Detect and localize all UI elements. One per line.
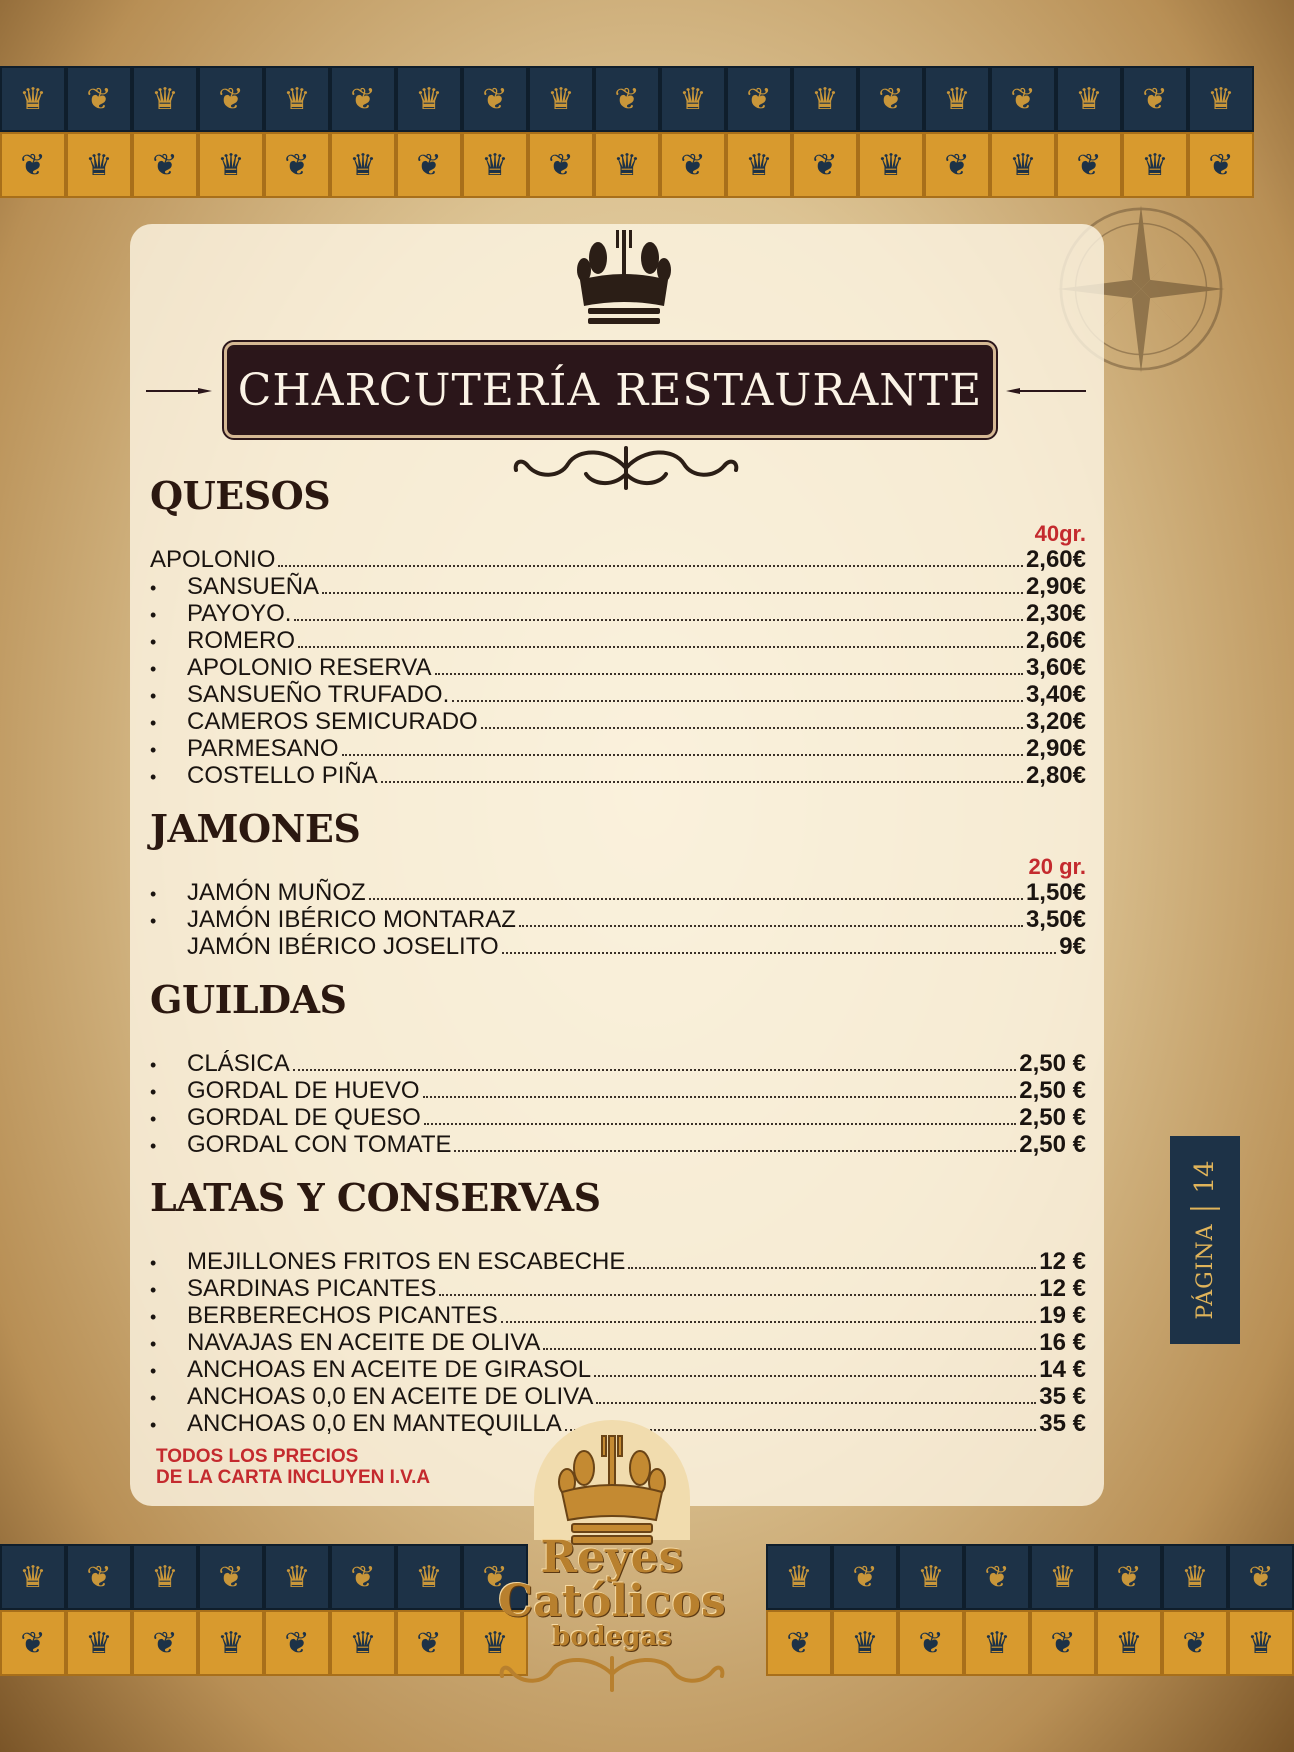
- crown-icon: ♛: [1188, 66, 1254, 132]
- dot-leader: [628, 1267, 1036, 1269]
- bottom-left-row-gold: [0, 1610, 509, 1676]
- grape-cluster-icon: ❦: [858, 66, 924, 132]
- bullet-icon: •: [150, 605, 157, 625]
- crown-icon: ♛: [132, 66, 198, 132]
- menu-item: [150, 627, 1086, 654]
- logo-text-reyes: Reyes: [540, 1532, 684, 1583]
- grape-cluster-icon: ❦: [396, 1610, 462, 1676]
- crown-icon: ♛: [396, 66, 462, 132]
- item-price: 9€: [1059, 933, 1086, 960]
- crown-icon: ♛: [924, 66, 990, 132]
- dot-leader: [424, 1123, 1016, 1125]
- grape-cluster-icon: ❦: [1228, 1544, 1294, 1610]
- grape-cluster-icon: ❦: [766, 1610, 832, 1676]
- item-name: MEJILLONES FRITOS EN ESCABECHE: [187, 1248, 626, 1275]
- crown-icon: ♛: [1228, 1610, 1294, 1676]
- menu-section: [150, 1172, 1086, 1451]
- item-price: 2,60€: [1025, 627, 1086, 654]
- grape-cluster-icon: ❦: [132, 1610, 198, 1676]
- item-name: SARDINAS PICANTES: [187, 1275, 437, 1302]
- item-name: GORDAL DE HUEVO: [187, 1077, 420, 1104]
- crown-icon: ♛: [396, 1544, 462, 1610]
- left-arrow-ornament: [146, 388, 212, 394]
- item-price: 3,40€: [1025, 681, 1086, 708]
- portion-size-label: 40gr.: [1034, 521, 1086, 546]
- dot-leader: [452, 700, 1023, 702]
- page-tab-inner: [1190, 1160, 1220, 1319]
- item-name: ANCHOAS 0,0 EN ACEITE DE OLIVA: [187, 1383, 594, 1410]
- crown-icon: ♛: [462, 132, 528, 198]
- item-name: SANSUEÑO TRUFADO.: [187, 681, 450, 708]
- grape-cluster-icon: ❦: [726, 66, 792, 132]
- page-number: 14: [1190, 1160, 1220, 1194]
- item-name: GORDAL CON TOMATE: [187, 1131, 452, 1158]
- menu-item: [150, 1329, 1086, 1356]
- dot-leader: [435, 673, 1023, 675]
- menu-item: [150, 546, 1086, 573]
- crown-icon: ♛: [858, 132, 924, 198]
- bullet-icon: •: [150, 1307, 157, 1327]
- bullet-icon: •: [150, 1361, 157, 1381]
- item-price: 12 €: [1039, 1248, 1086, 1275]
- grape-cluster-icon: ❦: [264, 132, 330, 198]
- crown-icon: ♛: [1056, 66, 1122, 132]
- crown-icon: ♛: [594, 132, 660, 198]
- dot-leader: [278, 565, 1023, 567]
- crown-icon: ♛: [132, 1544, 198, 1610]
- item-name: SANSUEÑA: [187, 573, 320, 600]
- item-name: GORDAL DE QUESO: [187, 1104, 421, 1131]
- item-name: COSTELLO PIÑA: [187, 762, 378, 789]
- crown-icon: ♛: [726, 132, 792, 198]
- grape-cluster-icon: ❦: [198, 1544, 264, 1610]
- grape-cluster-icon: ❦: [1122, 66, 1188, 132]
- bullet-icon: •: [150, 1109, 157, 1129]
- grape-cluster-icon: ❦: [1162, 1610, 1228, 1676]
- crown-icon: ♛: [832, 1610, 898, 1676]
- menu-item: [150, 1356, 1086, 1383]
- menu-item: [150, 1050, 1086, 1077]
- dot-leader: [342, 754, 1023, 756]
- top-border-row-navy: [0, 66, 1240, 132]
- dot-leader: [423, 1096, 1017, 1098]
- item-price: 2,80€: [1025, 762, 1086, 789]
- dot-leader: [381, 781, 1023, 783]
- grape-cluster-icon: ❦: [132, 132, 198, 198]
- grape-cluster-icon: ❦: [832, 1544, 898, 1610]
- menu-item: [150, 735, 1086, 762]
- crown-icon: ♛: [462, 1610, 528, 1676]
- menu-item: [150, 1131, 1086, 1158]
- item-price: 2,50 €: [1019, 1104, 1086, 1131]
- section-title: GUILDAS: [150, 977, 347, 1022]
- item-price: 1,50€: [1025, 879, 1086, 906]
- crown-icon: ♛: [198, 1610, 264, 1676]
- bullet-icon: •: [150, 686, 157, 706]
- bullet-icon: •: [150, 659, 157, 679]
- grape-cluster-icon: ❦: [66, 66, 132, 132]
- crown-icon: ♛: [1162, 1544, 1228, 1610]
- top-decorative-border: [0, 66, 1240, 198]
- grape-cluster-icon: ❦: [330, 1544, 396, 1610]
- item-name: NAVAJAS EN ACEITE DE OLIVA: [187, 1329, 541, 1356]
- tax-note-line2: DE LA CARTA INCLUYEN I.V.A: [156, 1467, 431, 1488]
- bullet-icon: •: [150, 767, 157, 787]
- grape-cluster-icon: ❦: [396, 132, 462, 198]
- dot-leader: [294, 619, 1022, 621]
- tax-note: [156, 1446, 430, 1488]
- bottom-left-row-navy: [0, 1544, 508, 1610]
- item-price: 2,90€: [1025, 735, 1086, 762]
- item-price: 3,50€: [1025, 906, 1086, 933]
- grape-cluster-icon: ❦: [1188, 132, 1254, 198]
- logo-text-catolicos: Católicos: [498, 1576, 726, 1627]
- item-name: APOLONIO: [150, 546, 276, 573]
- menu-item: [150, 1302, 1086, 1329]
- bullet-icon: •: [150, 1280, 157, 1300]
- section-gap: [150, 789, 1086, 803]
- menu-section: [150, 470, 1086, 803]
- dot-leader: [293, 1069, 1017, 1071]
- item-price: 3,20€: [1025, 708, 1086, 735]
- crown-icon: ♛: [330, 132, 396, 198]
- dot-leader: [322, 592, 1023, 594]
- menu-item: [150, 879, 1086, 906]
- item-price: 2,90€: [1025, 573, 1086, 600]
- bottom-right-decorative-border: [766, 1544, 1275, 1676]
- dot-leader: [369, 898, 1023, 900]
- item-name: CLÁSICA: [187, 1050, 290, 1077]
- page-title: CHARCUTERÍA RESTAURANTE: [237, 364, 983, 416]
- crown-cutlery-icon: [576, 228, 672, 334]
- menu-item: [150, 1275, 1086, 1302]
- page-number-tab: [1170, 1136, 1240, 1344]
- item-price: 2,50 €: [1019, 1050, 1086, 1077]
- item-name: PARMESANO: [187, 735, 339, 762]
- dot-leader: [519, 925, 1023, 927]
- top-border-row-gold: [0, 132, 1240, 198]
- menu-item: [150, 1383, 1086, 1410]
- dot-leader: [501, 1321, 1037, 1323]
- bullet-icon: •: [150, 884, 157, 904]
- grape-cluster-icon: ❦: [898, 1610, 964, 1676]
- menu-item: [150, 1248, 1086, 1275]
- bullet-icon: •: [150, 713, 157, 733]
- portion-size-label: [150, 1224, 1086, 1248]
- menu-item: [150, 1104, 1086, 1131]
- bottom-right-row-navy: [766, 1544, 1274, 1610]
- item-name: CAMEROS SEMICURADO: [187, 708, 478, 735]
- item-price: 14 €: [1039, 1356, 1086, 1383]
- grape-cluster-icon: ❦: [330, 66, 396, 132]
- dot-leader: [454, 1150, 1016, 1152]
- dot-leader: [594, 1375, 1036, 1377]
- item-price: 12 €: [1039, 1275, 1086, 1302]
- section-title: LATAS Y CONSERVAS: [150, 1175, 601, 1220]
- item-name: PAYOYO.: [187, 600, 292, 627]
- logo-text-bodegas: bodegas: [552, 1622, 672, 1652]
- item-name: ANCHOAS 0,0 EN MANTEQUILLA: [187, 1410, 562, 1437]
- crown-icon: ♛: [0, 1544, 66, 1610]
- crown-icon: ♛: [1030, 1544, 1096, 1610]
- logo-flourish-ornament: [496, 1652, 728, 1694]
- crown-icon: ♛: [198, 132, 264, 198]
- item-price: 3,60€: [1025, 654, 1086, 681]
- item-price: 35 €: [1039, 1410, 1086, 1437]
- item-price: 35 €: [1039, 1383, 1086, 1410]
- bullet-icon: •: [150, 578, 157, 598]
- menu-item: [150, 654, 1086, 681]
- dot-leader: [481, 727, 1023, 729]
- grape-cluster-icon: ❦: [462, 1544, 528, 1610]
- menu-item: [150, 681, 1086, 708]
- crown-icon: ♛: [964, 1610, 1030, 1676]
- crown-icon: ♛: [898, 1544, 964, 1610]
- page-separator: [1190, 1208, 1220, 1210]
- item-name: ANCHOAS EN ACEITE DE GIRASOL: [187, 1356, 592, 1383]
- section-title: JAMONES: [150, 806, 361, 851]
- item-name: ROMERO: [187, 627, 295, 654]
- dot-leader: [596, 1402, 1036, 1404]
- grape-cluster-icon: ❦: [964, 1544, 1030, 1610]
- crown-icon: ♛: [990, 132, 1056, 198]
- grape-cluster-icon: ❦: [528, 132, 594, 198]
- item-price: 2,60€: [1025, 546, 1086, 573]
- crown-icon: ♛: [66, 132, 132, 198]
- grape-cluster-icon: ❦: [66, 1544, 132, 1610]
- grape-cluster-icon: ❦: [594, 66, 660, 132]
- grape-cluster-icon: ❦: [990, 66, 1056, 132]
- item-name: APOLONIO RESERVA: [187, 654, 432, 681]
- portion-size-label: [150, 1026, 1086, 1050]
- menu-item: [150, 933, 1086, 960]
- crown-icon: ♛: [528, 66, 594, 132]
- crown-icon: ♛: [660, 66, 726, 132]
- bullet-icon: •: [150, 1136, 157, 1156]
- menu-item: [150, 762, 1086, 789]
- crown-icon: ♛: [264, 66, 330, 132]
- reyes-catolicos-logo: [492, 1420, 732, 1700]
- item-price: 2,50 €: [1019, 1077, 1086, 1104]
- menu-section: [150, 974, 1086, 1172]
- menu-section: [150, 803, 1086, 974]
- item-name: BERBERECHOS PICANTES: [187, 1302, 498, 1329]
- bullet-icon: •: [150, 632, 157, 652]
- crown-icon: ♛: [766, 1544, 832, 1610]
- section-title: QUESOS: [150, 473, 331, 518]
- grape-cluster-icon: ❦: [0, 1610, 66, 1676]
- menu-content: [150, 470, 1086, 1451]
- grape-cluster-icon: ❦: [462, 66, 528, 132]
- crown-icon: ♛: [66, 1610, 132, 1676]
- dot-leader: [298, 646, 1023, 648]
- portion-size-label: 20 gr.: [1028, 854, 1086, 879]
- section-gap: [150, 960, 1086, 974]
- page-label: PÁGINA: [1192, 1223, 1218, 1320]
- grape-cluster-icon: ❦: [1056, 132, 1122, 198]
- tax-note-line1: TODOS LOS PRECIOS: [156, 1446, 359, 1467]
- bottom-left-decorative-border: [0, 1544, 509, 1676]
- grape-cluster-icon: ❦: [0, 132, 66, 198]
- menu-item: [150, 600, 1086, 627]
- crown-icon: ♛: [1096, 1610, 1162, 1676]
- grape-cluster-icon: ❦: [198, 66, 264, 132]
- dot-leader: [502, 952, 1057, 954]
- dot-leader: [543, 1348, 1036, 1350]
- bullet-icon: •: [150, 1253, 157, 1273]
- bullet-icon: •: [150, 1082, 157, 1102]
- item-price: 2,30€: [1025, 600, 1086, 627]
- menu-item: [150, 906, 1086, 933]
- item-name: JAMÓN IBÉRICO JOSELITO: [187, 933, 499, 960]
- grape-cluster-icon: ❦: [264, 1610, 330, 1676]
- bullet-icon: •: [150, 1388, 157, 1408]
- menu-item: [150, 1077, 1086, 1104]
- crown-icon: ♛: [792, 66, 858, 132]
- menu-item: [150, 573, 1086, 600]
- title-banner: [224, 342, 996, 438]
- grape-cluster-icon: ❦: [660, 132, 726, 198]
- crown-icon: ♛: [264, 1544, 330, 1610]
- item-price: 16 €: [1039, 1329, 1086, 1356]
- bullet-icon: •: [150, 1334, 157, 1354]
- item-name: JAMÓN MUÑOZ: [187, 879, 366, 906]
- bullet-icon: •: [150, 1415, 157, 1435]
- bullet-icon: •: [150, 740, 157, 760]
- section-gap: [150, 1158, 1086, 1172]
- crown-icon: ♛: [1122, 132, 1188, 198]
- bullet-icon: •: [150, 911, 157, 931]
- grape-cluster-icon: ❦: [1096, 1544, 1162, 1610]
- dot-leader: [439, 1294, 1036, 1296]
- grape-cluster-icon: ❦: [924, 132, 990, 198]
- crown-icon: ♛: [330, 1610, 396, 1676]
- bullet-icon: •: [150, 1055, 157, 1075]
- grape-cluster-icon: ❦: [792, 132, 858, 198]
- menu-item: [150, 708, 1086, 735]
- grape-cluster-icon: ❦: [1030, 1610, 1096, 1676]
- right-arrow-ornament: [1006, 388, 1086, 394]
- item-price: 19 €: [1039, 1302, 1086, 1329]
- bottom-right-row-gold: [766, 1610, 1275, 1676]
- crown-icon: ♛: [0, 66, 66, 132]
- item-name: JAMÓN IBÉRICO MONTARAZ: [187, 906, 516, 933]
- item-price: 2,50 €: [1019, 1131, 1086, 1158]
